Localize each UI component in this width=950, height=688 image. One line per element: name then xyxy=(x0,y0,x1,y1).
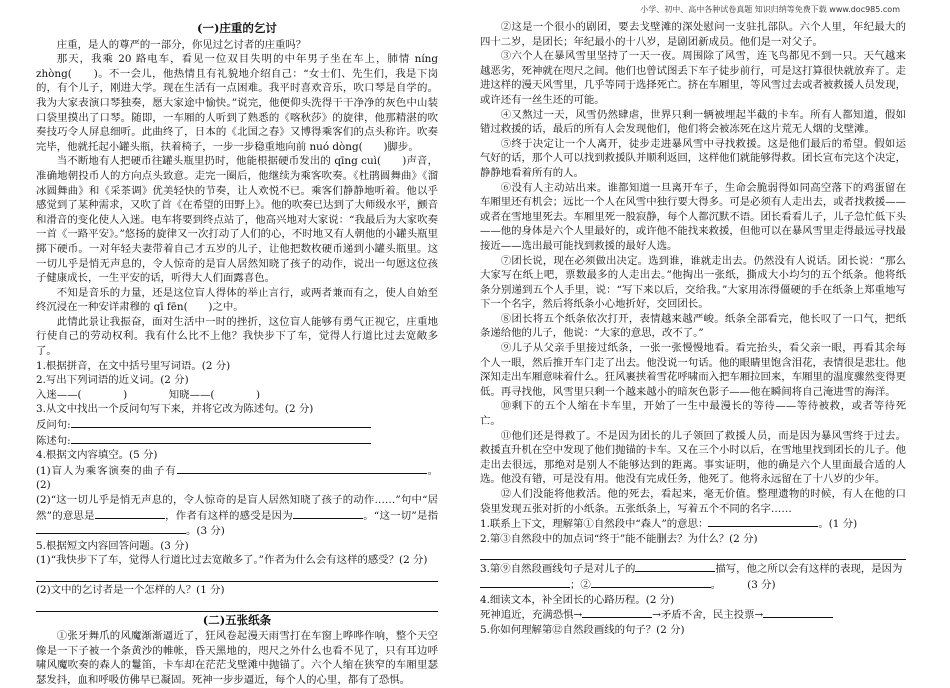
question-line: 死神追近，充满恐惧→ →矛盾不舍，民主投票→ xyxy=(480,607,906,623)
left-column xyxy=(36,20,439,686)
question: 3.从文中找出一个反问句写下来，并将它改为陈述句。(2 分) xyxy=(36,403,314,416)
question-line: (1)盲人为乘客演奏的曲子有 。(2) xyxy=(36,464,438,492)
question: 1.根据拼音，在文中括号里写词语。(2 分) xyxy=(36,359,231,372)
paragraph: ④又熬过一天，风雪仍然肆虐，世界只剩一辆被埋起半截的卡车。所有人都知道，假如错过救援的话，最后的所有人会发现他们，他们将会被冻死在这片荒无人烟的戈壁滩。 xyxy=(480,108,906,136)
answer-label: 陈述句: xyxy=(36,433,438,449)
paragraph: ⑤终于决定让一个人离开，徒步走进暴风雪中寻找救援。这是他们最后的希望。假如运气好的话，那个人可以找到救援队并顺利返回，这样他们就能够得救。团长宣布完这个决定，静静地看着所有的人。 xyxy=(480,137,907,179)
answer-blank[interactable] xyxy=(36,523,186,534)
passage-title-2: (二)五张纸条 xyxy=(202,612,272,627)
right-column xyxy=(480,20,906,668)
answer-blank[interactable] xyxy=(591,577,711,588)
answer-blank[interactable] xyxy=(708,516,818,527)
paragraph: 庄重，是人的尊严的一部分，你见过乞讨者的庄重吗？ xyxy=(56,38,307,51)
question: (2)文中的乞讨者是一个怎样的人？(1 分) xyxy=(36,583,225,596)
answer-line[interactable] xyxy=(36,598,438,612)
passage-title-1: (一)庄重的乞讨 xyxy=(197,21,277,35)
paragraph: ⑫人们没能将他救活。他的死去，看起来，毫无价值。整理遗物的时候，有人在他的口袋里发现五张对折的小纸条。五张纸条上，写着五个不同的名字…… xyxy=(480,488,906,515)
paragraph: ③六个人在暴风雪里坚持了一天一夜。周围除了风雪，连飞鸟都见不到一只。天气越来越恶劣，死神就在咫尺之间。他们也曾试图丢下车子徒步前行，可是这打算很快就放弃了。走进这样的漫天风雪里，几乎等同于选择死亡。挤在车厢里，等风雪过去或者被救援人员发现，或许还有一丝生还的可能。 xyxy=(480,50,907,106)
paragraph: ⑧团长将五个纸条依次打开，表情越来越严峻。纸条全部看完，他长叹了一口气，把纸条递给他的儿子，他说：“大家的意思，改不了。” xyxy=(480,312,906,340)
paragraph: ①张牙舞爪的风魔渐渐逼近了，狂风卷起漫天雨雪打在车窗上哗哗作响，整个天空像是一下子被一个条黄沙的帷帐，昏天黑地的，咫尺之外什么也看不见了，只有耳边呼啸风魔吹奏的森人的鬘笛，卡车却在茫茫戈壁滩中抛锚了。六个人缩在狭窄的车厢里瑟瑟发抖，血和呼吸仿佛早已凝固。死神一步步逼近，每个人的心里，都有了恐惧。 xyxy=(36,630,438,686)
paragraph: 当不断地有人把硬币往罐头瓶里扔时，他能根据硬币发出的 qīng cuì( )声音，准确地朝投币人的方向点头致意。走完一圈后，他继续为乘客吹奏。《杜鹃圆舞曲》《溜冰圆舞曲》和《采茶调》优美轻快的节奏，让人欢悦不已。乘客们静静地听着。他以乎感觉到了某种需求，又吹了首《在希望的田野上》。他的吹奏已达到了大师级水平，颤音和滑音的变化使人入迷。电车将要到终点站了，他高兴地对大家说：“我最后为大家吹奏一首《一路平安》。”悠扬的旋律又一次打动了人们的心，不时地又有人朝他的小罐头瓶里掷下硬币。一对年轻夫妻带着自己才五岁的儿子，让他把数枚硬币递到小罐头瓶里。这一切儿乎是悄无声息的，令人惊奇的是盲人居然知晓了孩子的动作，说出一句愿这位孩子健康成长，一生平安的话，听得大人们面露喜色。 xyxy=(36,155,438,285)
answer-blank[interactable] xyxy=(177,463,427,474)
question-line: 3.第⑨自然段画线句子是对儿子的 描写，他之所以会有这样的表现，是因为 xyxy=(480,563,903,576)
question: 5.根据短文内容回答问题。(3 分) xyxy=(36,539,189,552)
question: 4.细读文本，补全团长的心路历程。(2 分) xyxy=(480,593,675,606)
paragraph: 此情此景让我振奋，面对生活中一时的挫折，这位盲人能够有勇气正视它，庄重地行使自己的劳动权利。我有什么比不上他？我快步下了车，觉得人行道比过去宽敞多了。 xyxy=(36,315,438,358)
question: 2.写出下列词语的近义词。(2 分) xyxy=(36,374,189,387)
paragraph: ⑥没有人主动站出来。谁都知道一旦离开车子，生命会脆弱得如同高空落下的鸡蛋留在车厢里还有机会；远比一个人在风雪中独行要大得多。可是必须有人走出去，或者找救援——或者在雪地里死去。车厢里死一般寂静，每个人都沉默不语。团长看看儿子，儿子急忙低下头——他的身体是六个人里最好的，或许他不能找来救援，但他可以在暴风雪里走得最远寻找最接近——选出最可能找到救援的最好人选。 xyxy=(480,181,907,252)
paragraph: ⑦团长说，现在必须做出决定。选到谁，谁就走出去。仍然没有人说话。团长说：“那么大家写在纸上吧，票数最多的人走出去。”他掏出一张纸，撕成大小均匀的五个纸条。他将纸条分别递到五个人手里，说：“写下来以后，交给我。”大家用冻得僵硬的手在纸条上郑重地写下一个名字，然后将纸条小心地折好，交回团长。 xyxy=(480,254,906,311)
answer-blank[interactable] xyxy=(635,561,715,572)
question-line: 1.联系上下文，理解第①自然段中“森人”的意思： 。(1 分) xyxy=(480,518,858,531)
question: 4.根据文内容填空。(5 分) xyxy=(36,449,158,462)
answer-label: 反问句: xyxy=(36,417,438,433)
paragraph: ⑨儿子从父亲手里接过纸条，一张一张慢慢地看。看完抬头，看父亲一眼，再看其余每个人一眼，然后推开车门走了出去。他没说一句话。他的眼睛里饱含泪花，表情很是悲壮。他深知走出车厢意味着什么。狂风裹挟着雪花呼啸而入把车厢拉回来，车厢里的温度骤然变得更低。再寻找他，风雪里只剩一个越来越小的暗灰色影子——他在瞬间将自己淹进雪的海洋。 xyxy=(480,342,907,398)
answer-blank[interactable] xyxy=(293,508,363,519)
paragraph: ⑪他们还是得救了。不是因为团长的儿子领回了救援人员，而是因为暴风雪终于过去。救援直升机在空中发现了他们抛锚的卡车。又在三个小时以后，在雪地里找到团长的儿子。他走出去很远，那绝对是别人不能够达到的距离。事实证明，他的确是六个人里面最合适的人选。他没有错，可是没有用。他没有完成任务，他死了。他将永远留在了十八岁的少年。 xyxy=(480,429,907,486)
paragraph: ②这是一个很小的剧团，要去戈壁滩的深处慰问一支驻扎部队。六个人里，年纪最大的四十二岁，是团长；年纪最小的十八岁，是剧团新成员。他们是一对父子。 xyxy=(480,21,906,48)
paragraph: ⑩剩下的五个人缩在卡车里，开始了一生中最漫长的等待——等待被救，或者等待死亡。 xyxy=(480,400,906,428)
question: 2.第③自然段中的加点词“终于”能不能删去？为什么？(2 分) xyxy=(480,532,758,545)
answer-blank[interactable] xyxy=(71,433,371,444)
answer-blank[interactable] xyxy=(95,508,165,519)
answer-blank[interactable] xyxy=(763,607,833,618)
question-line: (2)“这一切儿乎是悄无声息的，令人惊奇的是盲人居然知晓了孩子的动作……”句中“居然”的意思是 ，作者有这样的感受是因为 。“这一切”是指。(3 分) xyxy=(36,494,439,538)
answer-blank[interactable] xyxy=(71,417,371,428)
answer-line[interactable] xyxy=(36,568,438,582)
answer-line[interactable] xyxy=(480,546,906,560)
answer-blank[interactable] xyxy=(582,607,652,618)
page-header: 小学、初中、高中各种试卷真题 知识归纳等免费下载 www.doc985.com xyxy=(640,5,900,14)
question-line: ；② 。 (3 分) xyxy=(480,577,906,593)
question-line: 入迷——( ) 知晓——( ) xyxy=(36,388,261,401)
paragraph: 不知是音乐的力量，还是这位盲人得体的举止言行，或两者兼而有之，使人自始至终沉浸在一种安详肃穆的 qī fēn( )之中。 xyxy=(36,286,438,314)
paragraph: 那天，我乘 20 路电车，看见一位双目失明的中年男子坐在车上，肺情 níng zhòng( )。不一会儿，他热情且有礼貌地介绍自己：“女士们、先生们，我是下岗的，有个儿子，刚进大学。现在生活有一点困难。我平时喜欢音乐，吹口琴是自学的。我为大家表演口琴独奏，愿大家途中愉快。”说完，他便仰头洗得干干净净的灰色中山装口袋里摸出了口琴。随即，一车厢的人听到了熟悉的《喀秋莎》的旋律，他那精湛的吹奏技巧令人屏息细听。此曲终了，日本的《北国之春》又博得乘客们的点头称许。吹奏完毕，他就托起小罐头瓶，扶着椅子，一步一步稳重地向前 nuó dòng( )脚步。 xyxy=(36,53,438,153)
answer-blank[interactable] xyxy=(480,577,570,588)
question: (1)“我快步下了车，觉得人行道比过去宽敞多了。”作者为什么会有这样的感受？(2 分) xyxy=(36,554,428,567)
question: 5.你如何理解第⑫自然段画线的句子？(2 分) xyxy=(480,623,685,636)
